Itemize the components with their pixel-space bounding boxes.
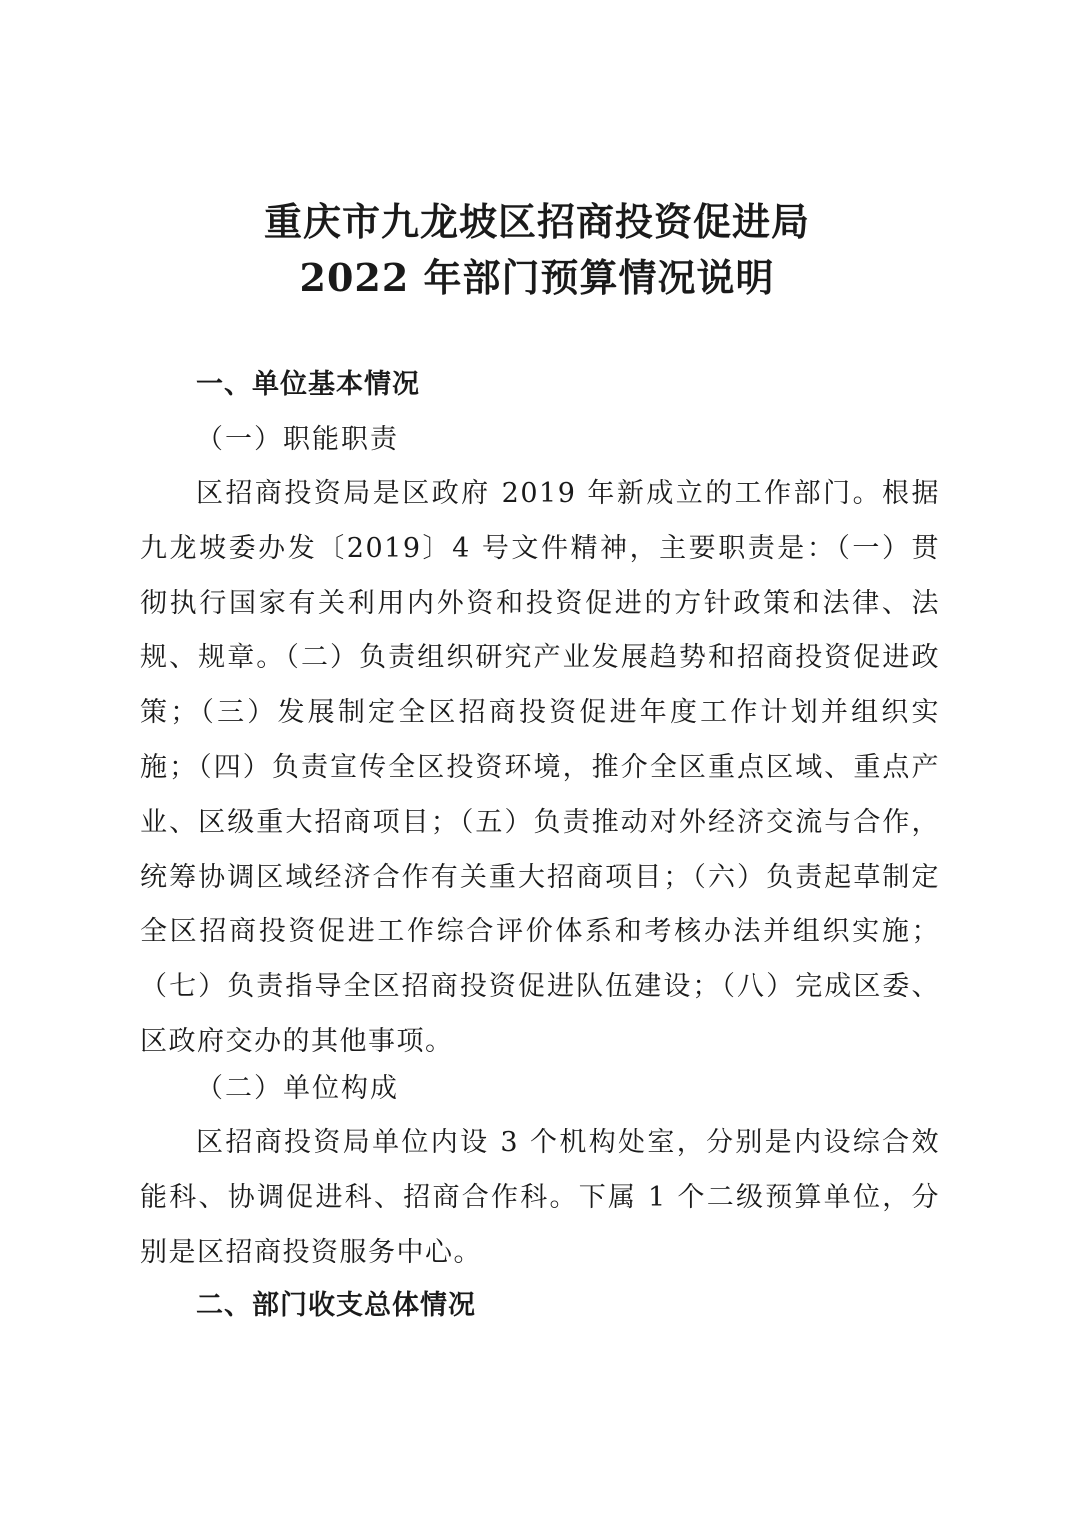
paragraph-structure: 区招商投资局单位内设 3 个机构处室，分别是内设综合效能科、协调促进科、招商合作科。下属 1 个二级预算单位，分别是区招商投资服务中心。: [140, 1127, 940, 1268]
document-title-line2: 2022 年部门预算情况说明: [299, 255, 775, 300]
document-title-line1: 重庆市九龙坡区招商投资促进局: [263, 199, 810, 244]
subsection-heading-functions: （一）职能职责: [196, 424, 399, 455]
paragraph-functions: 区招商投资局是区政府 2019 年新成立的工作部门。根据九龙坡委办发〔2019〕4 号文件精神，主要职责是：（一）贯彻执行国家有关利用内外资和投资促进的方针政策和法律、法规、规章。（二）负责组织研究产业发展趋势和招商投资促进政策；（三）发展制定全区招商投资促进年度工作计划并组织实施；（四）负责宣传全区投资环境，推介全区重点区域、重点产业、区级重大招商项目；（五）负责推动对外经济交流与合作，统筹协调区域经济合作有关重大招商项目；（六）负责起草制定全区招商投资促进工作综合评价体系和考核办法并组织实施；（七）负责指导全区招商投资促进队伍建设；（八）完成区委、区政府交办的其他事项。: [140, 478, 940, 1057]
subsection-heading-structure: （二）单位构成: [196, 1073, 399, 1104]
section-heading-budget-overview: 二、部门收支总体情况: [196, 1290, 476, 1321]
section-heading-basic-info: 一、单位基本情况: [196, 369, 420, 400]
